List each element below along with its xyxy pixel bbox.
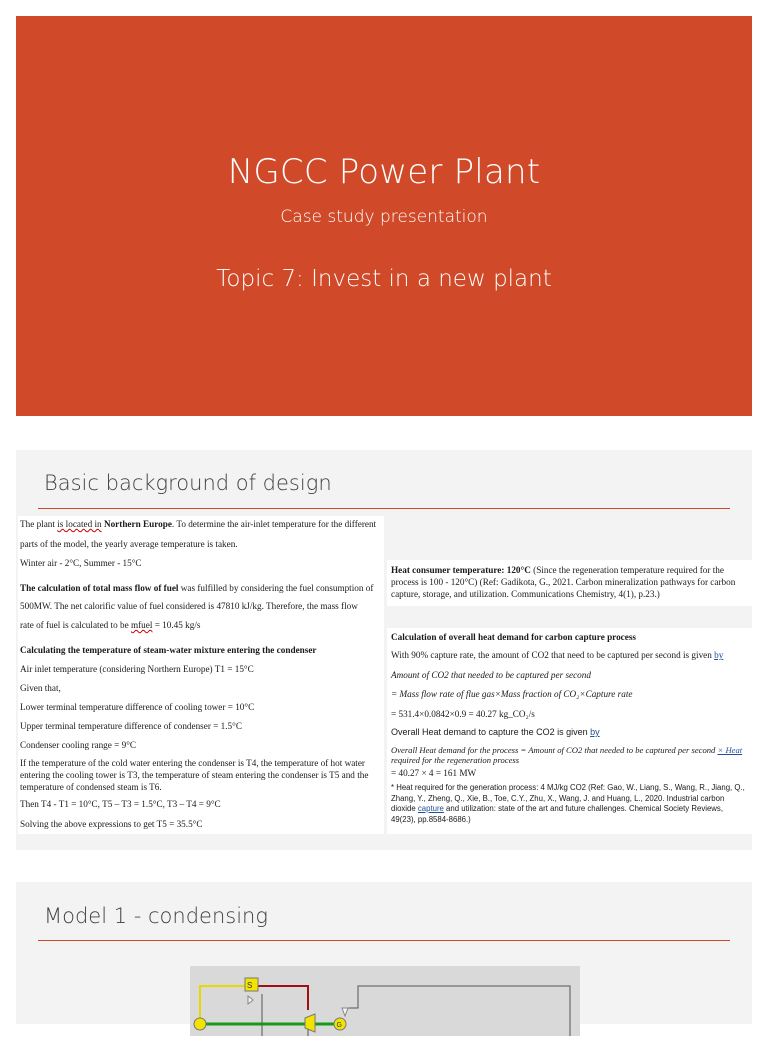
presentation-subtitle: Case study presentation — [280, 207, 488, 227]
generator-label: G — [336, 1022, 342, 1029]
background-slide — [16, 450, 752, 850]
turbine-symbol — [305, 1014, 315, 1032]
cooling-range: Condenser cooling range = 9°C — [20, 740, 137, 750]
boiler-label: S — [247, 981, 253, 990]
co2-result: = 531.4×0.0842×0.9 = 40.27 kg_CO₂/s — [391, 709, 535, 719]
heat-reference: * Heat required for the generation process: 4 MJ/kg CO2 (Ref: Gao, W., Liang, S., Wang, R., Jiang, Q., Zhang, Y., Zheng, Q., Xie, B., Toe, C.Y., Zhu, X., Wang, J. and Huang, L., 2020. Industrial carbon dioxide capture and utilization: state of the art and future challenges. Chemical Society Reviews, 49(23), pp.8584-8686.) — [391, 783, 745, 824]
co2-formula: = Mass flow rate of flue gas×Mass fraction of CO₂×Capture rate — [391, 689, 633, 699]
presentation-title: NGCC Power Plant — [227, 152, 541, 192]
temperature-equations: Then T4 - T1 = 10°C, T5 – T3 = 1.5°C, T3 – T4 = 9°C — [20, 799, 221, 809]
location-text-2: parts of the model, the yearly average temperature is taken. — [20, 539, 238, 549]
air-temps: Winter air - 2°C, Summer - 15°C — [20, 558, 142, 568]
model-slide — [16, 882, 752, 1029]
lower-ttd: Lower terminal temperature difference of cooling tower = 10°C — [20, 702, 255, 712]
heat-demand-result: = 40.27 × 4 = 161 MW — [391, 768, 477, 778]
capture-rate-text: With 90% capture rate, the amount of CO2 that need to be captured per second is given by — [391, 650, 724, 660]
location-text: The plant is located in Northern Europe. To determine the air-inlet temperature for the different — [20, 519, 377, 529]
t5-result: Solving the above expressions to get T5 = 35.5°C — [20, 819, 203, 829]
design-notes-panel — [18, 516, 384, 834]
heat-demand-panel — [387, 628, 752, 834]
heat-demand-text: Overall Heat demand to capture the CO2 is given by — [391, 727, 600, 737]
title-rule — [38, 508, 730, 509]
fuel-flow-text-3: rate of fuel is calculated to be mfuel = 10.45 kg/s — [20, 620, 201, 630]
slide-title: Model 1 - condensing — [44, 904, 268, 928]
presentation-topic: Topic 7: Invest in a new plant — [216, 266, 552, 292]
temperature-definitions: If the temperature of the cold water entering the condenser is T4, the temperature of hot water entering the cooling tower is T3, the temperature of steam entering the condenser is T5 and the temperature of condensed steam is T6. — [20, 758, 369, 793]
given-that: Given that, — [20, 683, 61, 693]
compressor-symbol — [194, 1018, 206, 1030]
title-slide — [16, 16, 752, 416]
fuel-flow-text-2: 500MW. The net calorific value of fuel considered is 47810 kJ/kg. Therefore, the mass flow — [20, 601, 358, 611]
upper-ttd: Upper terminal temperature difference of condenser = 1.5°C — [20, 721, 242, 731]
fuel-flow-text: The calculation of total mass flow of fuel was fulfilled by considering the fuel consumption of — [20, 583, 374, 593]
slide-title: Basic background of design — [44, 471, 332, 495]
title-rule — [38, 940, 730, 941]
air-inlet-temp: Air inlet temperature (considering Northern Europe) T1 = 15°C — [20, 664, 254, 674]
condenser-heading: Calculating the temperature of steam-water mixture entering the condenser — [20, 645, 317, 655]
plant-diagram — [190, 966, 580, 1036]
heat-demand-formula: Overall Heat demand for the process = Amount of CO2 that needed to be captured per second × Heat required for the regeneration process — [391, 745, 743, 766]
co2-amount-label: Amount of CO2 that needed to be captured per second — [391, 670, 591, 680]
plant-diagram-svg — [190, 966, 580, 1036]
heat-consumer-panel: Heat consumer temperature: 120°C (Since the regeneration temperature required for the process is 100 - 120°C) (Ref: Gadikota, G., 2021. Carbon mineralization pathways for carbon capture, storage, and utilization. Communications Chemistry, 4(1), p.23.) — [387, 560, 752, 606]
heat-demand-heading: Calculation of overall heat demand for carbon capture process — [391, 632, 636, 642]
